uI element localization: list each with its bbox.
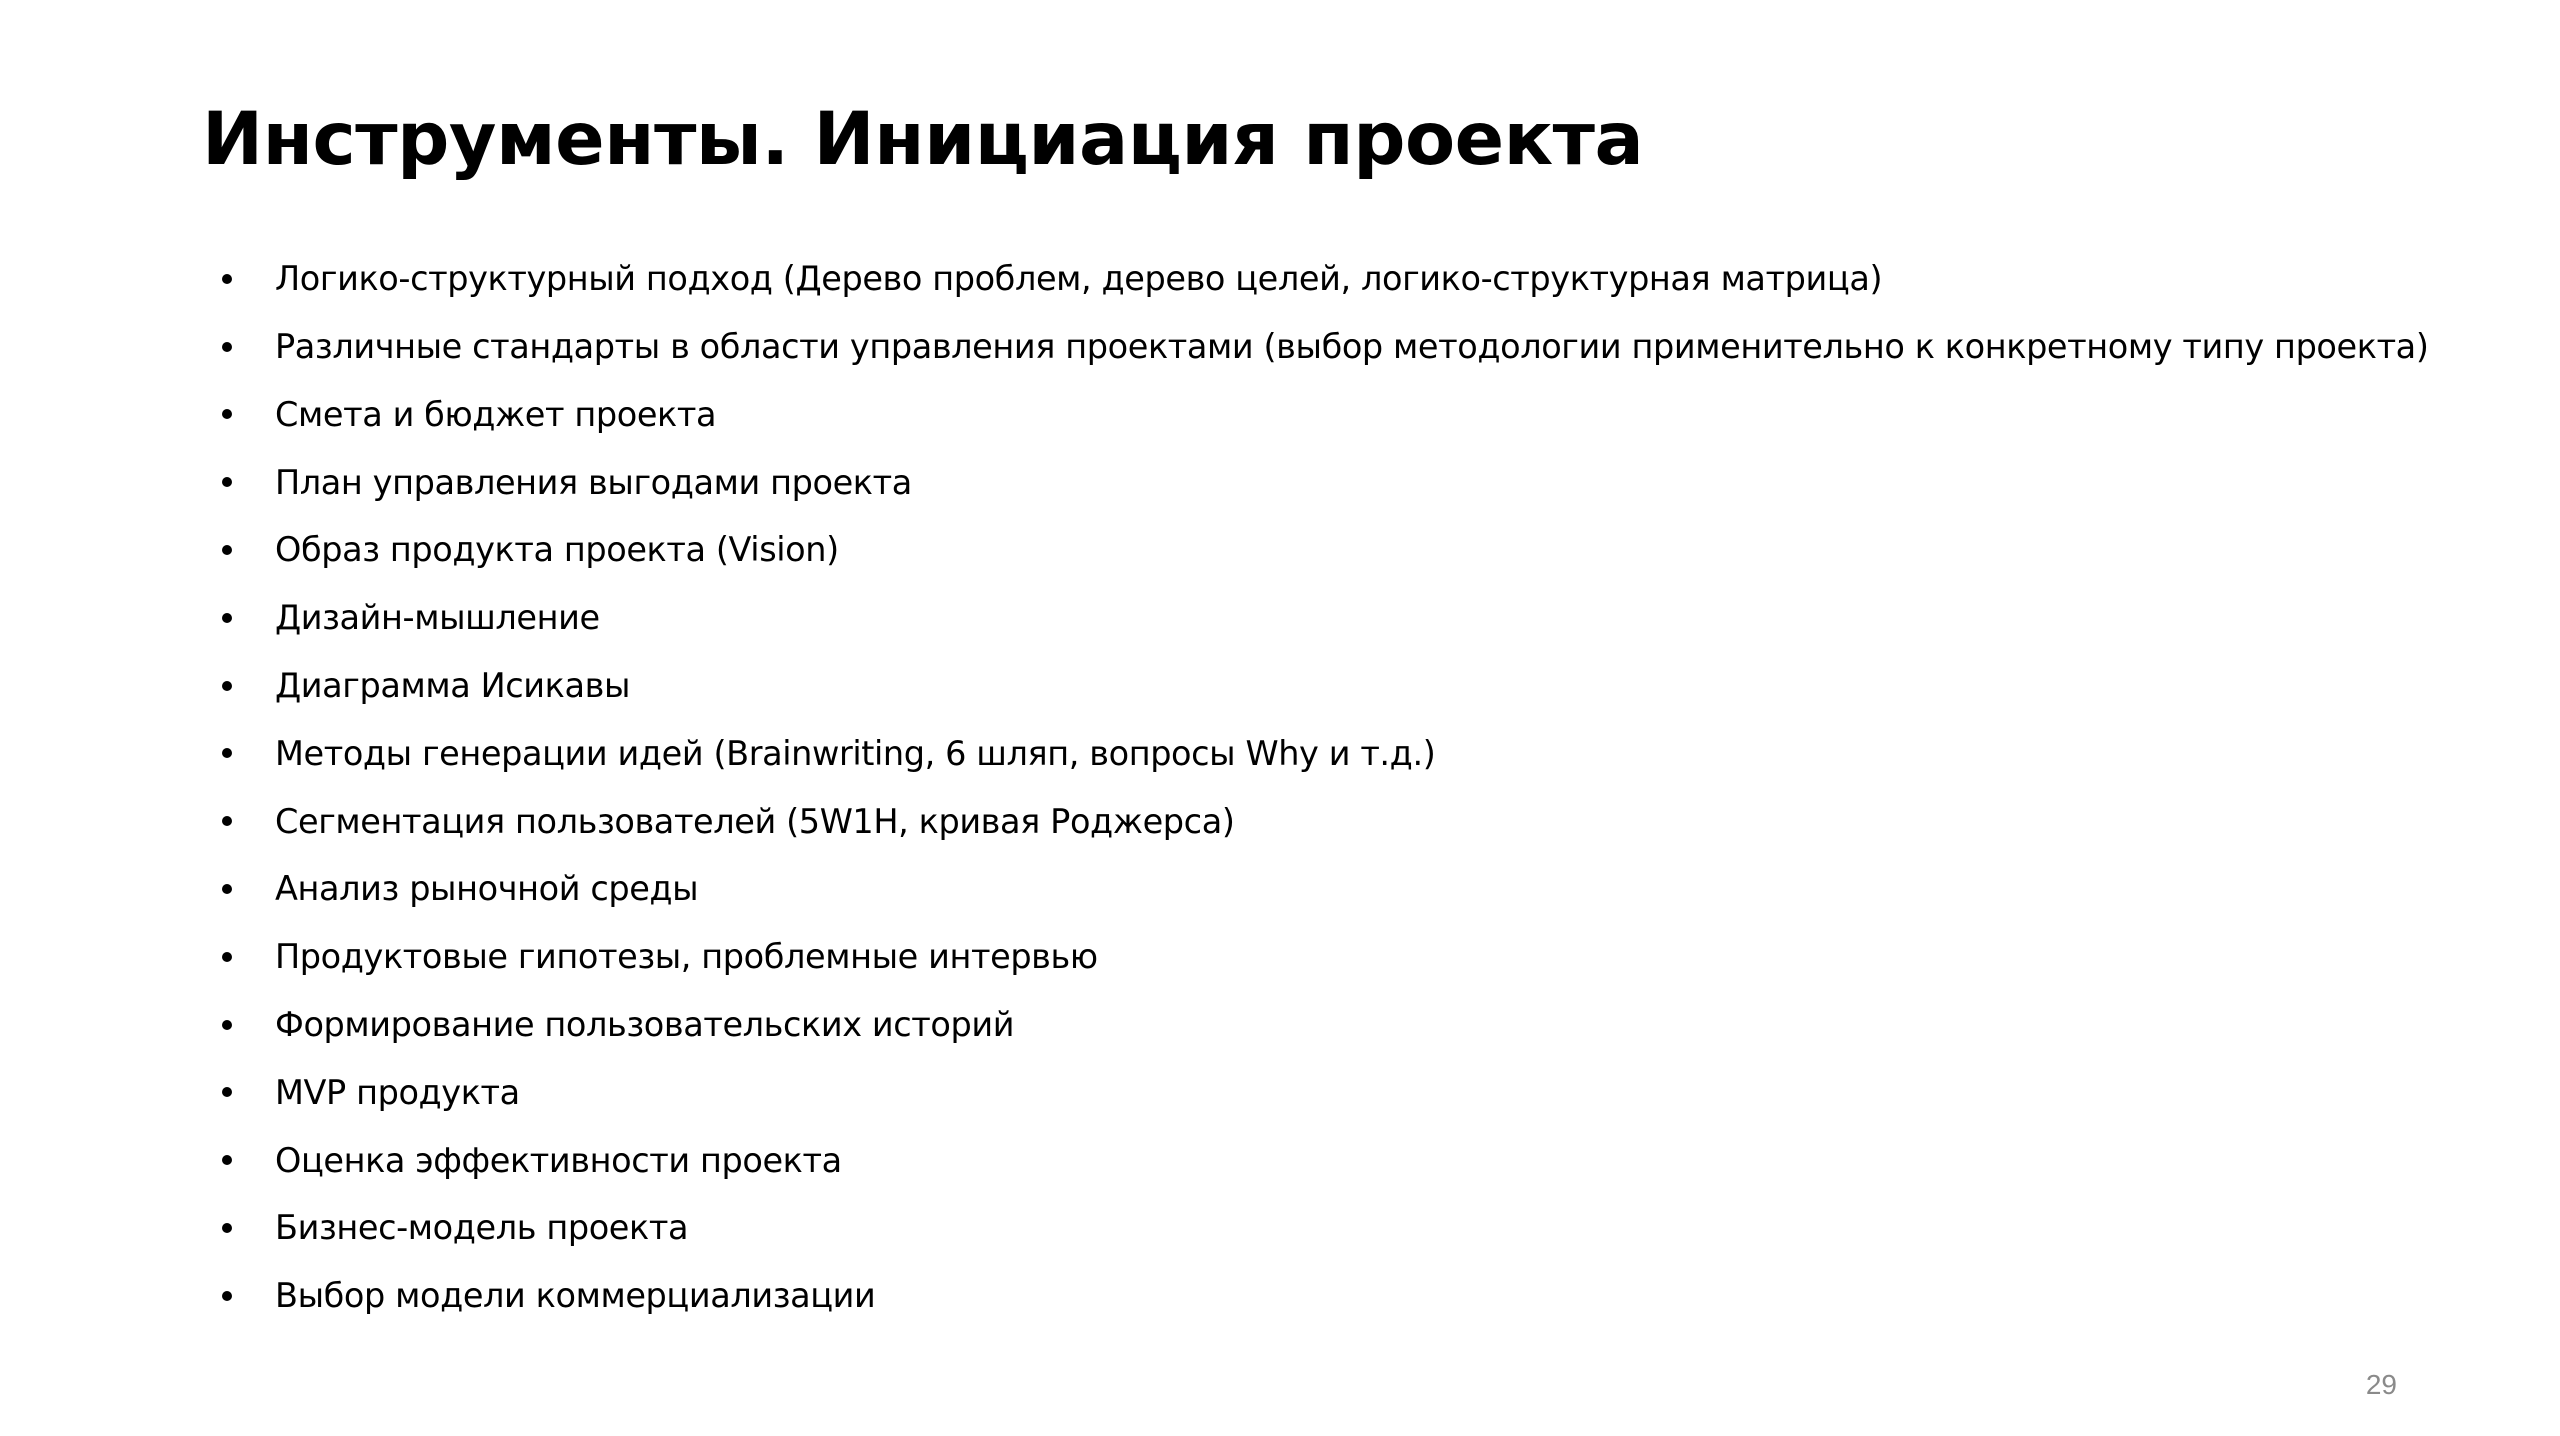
list-item-text: План управления выгодами проекта: [275, 462, 912, 502]
list-item-text: Сегментация пользователей (5W1H, кривая Роджерса): [275, 801, 1235, 841]
bullet-icon: [222, 545, 232, 555]
bullet-icon: [222, 952, 232, 962]
list-item: [222, 1262, 2428, 1330]
bullet-icon: [222, 1020, 232, 1030]
list-item-text: Образ продукта проекта (Vision): [275, 530, 839, 570]
list-item-text: Методы генерации идей (Brainwriting, 6 шляп, вопросы Why и т.д.): [275, 733, 1436, 773]
list-item-text: Дизайн-мышление: [275, 598, 600, 638]
bullet-icon: [222, 884, 232, 894]
list-item: [222, 923, 2428, 991]
list-item: [222, 991, 2428, 1059]
list-item: [222, 245, 2428, 313]
bullet-list: [222, 245, 2428, 1330]
list-item-text: Анализ рыночной среды: [275, 869, 699, 909]
bullet-icon: [222, 816, 232, 826]
list-item: [222, 448, 2428, 516]
bullet-icon: [222, 342, 232, 352]
list-item: [222, 720, 2428, 788]
bullet-icon: [222, 1155, 232, 1165]
list-item-text: Диаграмма Исикавы: [275, 665, 630, 705]
bullet-icon: [222, 681, 232, 691]
list-item: [222, 516, 2428, 584]
list-item: [222, 652, 2428, 720]
bullet-icon: [222, 409, 232, 419]
bullet-icon: [222, 1087, 232, 1097]
list-item-text: Оценка эффективности проекта: [275, 1140, 842, 1180]
bullet-icon: [222, 1291, 232, 1301]
list-item-text: Формирование пользовательских историй: [275, 1004, 1015, 1044]
bullet-icon: [222, 748, 232, 758]
list-item-text: Бизнес-модель проекта: [275, 1208, 689, 1248]
list-item: [222, 1194, 2428, 1262]
bullet-icon: [222, 477, 232, 487]
list-item: [222, 1059, 2428, 1127]
list-item: [222, 1126, 2428, 1194]
bullet-icon: [222, 274, 232, 284]
bullet-icon: [222, 613, 232, 623]
slide-title: Инструменты. Инициация проекта: [202, 97, 1644, 182]
list-item: [222, 584, 2428, 652]
list-item-text: Выбор модели коммерциализации: [275, 1276, 876, 1316]
list-item-text: MVP продукта: [275, 1072, 520, 1112]
bullet-icon: [222, 1223, 232, 1233]
list-item: [222, 855, 2428, 923]
list-item-text: Продуктовые гипотезы, проблемные интервью: [275, 937, 1098, 977]
list-item-text: Логико-структурный подход (Дерево проблем, дерево целей, логико-структурная матрица): [275, 259, 1883, 299]
page-number: 29: [2365, 1369, 2397, 1400]
list-item-text: Смета и бюджет проекта: [275, 394, 717, 434]
list-item: [222, 381, 2428, 449]
list-item-text: Различные стандарты в области управления проектами (выбор методологии применительно к конкретному типу проекта): [275, 326, 2429, 366]
list-item: [222, 787, 2428, 855]
list-item: [222, 313, 2428, 381]
